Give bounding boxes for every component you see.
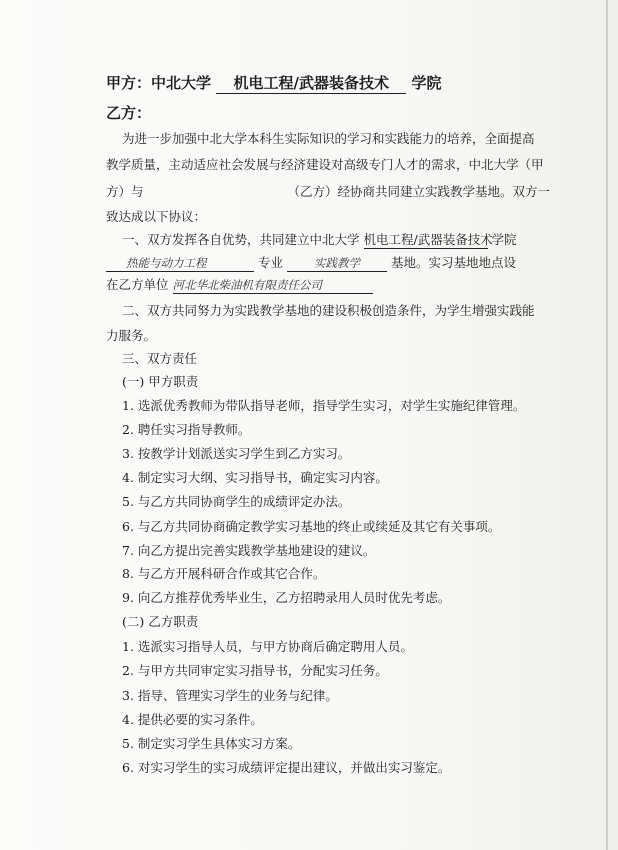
party-a-line [106,72,442,94]
party-b-duties-title: (二) 乙方职责 [122,614,199,629]
party-b-item: 4. 提供必要的实习条件。 [122,712,263,727]
intro-line-4: 致达成以下协议： [106,209,207,224]
clause1-line-3 [106,275,373,294]
clause1-text-a: 一、双方发挥各自优势，共同建立中北大学 [122,232,360,247]
major-handwritten: 热能与动力工程 [106,255,254,272]
intro-line-3 [106,182,550,200]
unit-label: 在乙方单位 [106,277,169,292]
party-a-item: 2. 聘任实习指导教师。 [122,422,251,437]
clause1-dept: 机电工程/武器装备技术 [363,232,493,247]
party-a-item: 1. 选派优秀教师为带队指导老师，指导学生实习，对学生实施纪律管理。 [122,398,526,413]
party-a-item: 4. 制定实习大纲、实习指导书，确定实习内容。 [122,470,388,485]
party-b-item: 1. 选派实习指导人员，与甲方协商后确定聘用人员。 [122,639,413,654]
clause2-line-2: 力服务。 [106,328,157,343]
intro-line-3-a: 方）与 [106,184,144,199]
party-a-item: 7. 向乙方提出完善实践教学基地建设的建议。 [122,543,376,558]
party-a-dept: 机电工程/武器装备技术 [216,72,406,94]
page-edge [606,0,608,850]
clause1-line-1 [122,230,517,249]
party-a-suffix: 学院 [411,74,442,92]
intro-line-3-b: （乙方）经协商共同建立实践教学基地。双方一 [287,184,550,199]
party-a-prefix: 甲方：中北大学 [106,74,212,92]
party-a-item: 8. 与乙方开展科研合作或其它合作。 [122,566,326,581]
party-a-item: 6. 与乙方共同协商确定教学实习基地的终止或续延及其它有关事项。 [122,519,501,534]
base-type-handwritten: 实践教学 [287,255,387,272]
party-b-item: 2. 与甲方共同审定实习指导书，分配实习任务。 [122,663,388,678]
clause2-line-1: 二、双方共同努力为实践教学基地的建设积极创造条件，为学生增强实践能 [122,303,535,318]
party-b-label: 乙方： [106,104,152,122]
party-b-item: 6. 对实习学生的实习成绩评定提出建议，并做出实习鉴定。 [122,760,451,775]
party-a-duties-title: (一) 甲方职责 [122,374,199,389]
party-b-item: 3. 指导、管理实习学生的业务与纪律。 [122,688,338,703]
base-label: 基地。实习基地地点设 [390,255,516,270]
clause1-text-b: 学院 [491,232,517,247]
party-a-item: 5. 与乙方共同协商学生的成绩评定办法。 [122,494,351,509]
intro-line-1: 为进一步加强中北大学本科生实际知识的学习和实践能力的培养，全面提高 [122,131,535,146]
party-a-item: 3. 按教学计划派送实习学生到乙方实习。 [122,446,351,461]
party-b-item: 5. 制定实习学生具体实习方案。 [122,736,301,751]
unit-handwritten: 河北华北柴油机有限责任公司 [173,277,373,294]
major-label: 专业 [257,255,283,270]
intro-line-2: 教学质量，主动适应社会发展与经济建设对高级专门人才的需求，中北大学（甲 [106,157,544,172]
clause1-line-2 [106,253,516,272]
party-a-item: 9. 向乙方推荐优秀毕业生，乙方招聘录用人员时优先考虑。 [122,590,451,605]
clause3-title: 三、双方责任 [122,351,198,366]
